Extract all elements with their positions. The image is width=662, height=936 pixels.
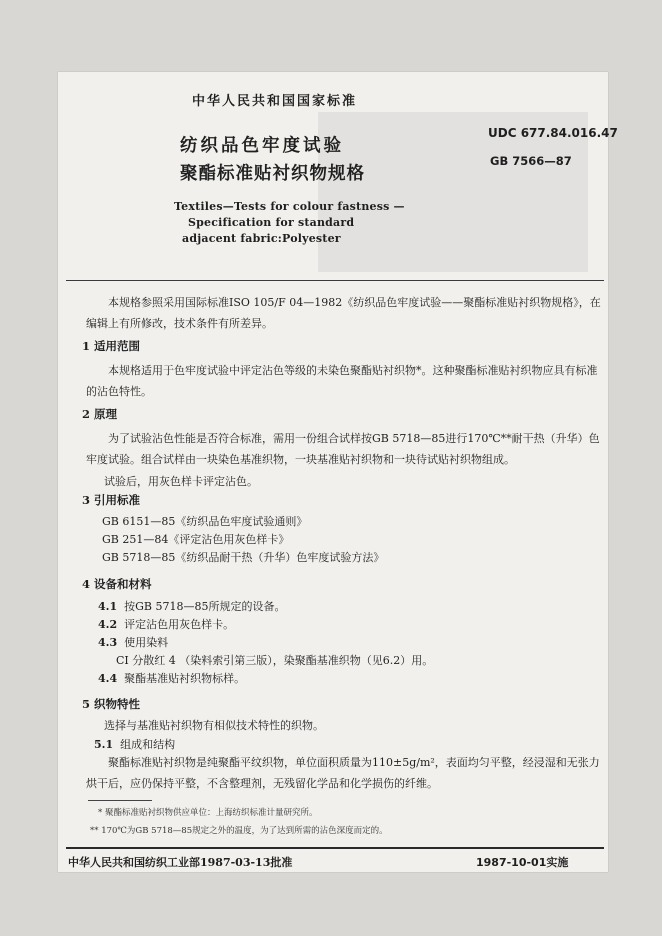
item-4-4-text: 聚酯基准贴衬织物标样。 [124, 672, 246, 685]
item-4-3-dye: CI 分散红 4 （染料索引第三版），染聚酯基准织物（见6.2）用。 [116, 654, 434, 667]
footer-divider [66, 847, 604, 849]
footnote-1: * 聚酯标准贴衬织物供应单位：上海纺织标准计量研究所。 [98, 808, 318, 818]
english-title-line-1: Textiles—Tests for colour fastness — [174, 200, 405, 213]
section-2-heading: 2 原理 [82, 407, 118, 421]
item-4-2-number: 4.2 [98, 618, 118, 631]
gb-number: GB 7566—87 [490, 154, 572, 168]
english-title-line-2: Specification for standard [188, 216, 355, 229]
reference-2: GB 251—84《评定沾色用灰色样卡》 [102, 533, 290, 546]
intro-paragraph: 本规格参照采用国际标准ISO 105/F 04—1982《纺织品色牢度试验——聚酯标准贴衬织物规格》，在编辑上有所修改，技术条件有所差异。 [86, 296, 601, 330]
item-5-1-number: 5.1 [94, 738, 114, 751]
section-1-text: 本规格适用于色牢度试验中评定沾色等级的未染色聚酯贴衬织物*。这种聚酯标准贴衬织物应具有标准的沾色特性。 [86, 364, 598, 398]
item-4-1-number: 4.1 [98, 600, 118, 613]
section-5-heading: 5 织物特性 [82, 697, 141, 711]
udc-code: UDC 677.84.016.47 [488, 126, 618, 140]
footnote-divider [88, 800, 152, 801]
item-4-3 [98, 634, 168, 650]
item-4-3-number: 4.3 [98, 636, 118, 649]
section-4-heading: 4 设备和材料 [82, 577, 152, 591]
item-4-2 [98, 616, 234, 632]
item-4-3-text: 使用染料 [124, 636, 169, 649]
title-line-2: 聚酯标准贴衬织物规格 [180, 164, 365, 184]
item-4-1 [98, 598, 286, 614]
reference-1: GB 6151—85《纺织品色牢度试验通则》 [102, 515, 308, 528]
document-page [58, 72, 618, 872]
english-title-line-3: adjacent fabric:Polyester [182, 232, 341, 245]
implementation-date: 1987-10-01实施 [476, 856, 569, 869]
item-4-1-text: 按GB 5718—85所规定的设备。 [124, 600, 286, 613]
section-1-heading: 1 适用范围 [82, 339, 141, 353]
item-4-4-number: 4.4 [98, 672, 118, 685]
approval-line: 中华人民共和国纺织工业部1987-03-13批准 [68, 856, 293, 869]
section-3-heading: 3 引用标准 [82, 493, 141, 507]
item-5-1 [94, 736, 175, 752]
reference-3: GB 5718—85《纺织品耐干热（升华）色牢度试验方法》 [102, 551, 385, 564]
footnote-2: ** 170℃为GB 5718—85规定之外的温度，为了达到所需的沾色深度而定的。 [90, 826, 388, 836]
section-5-text: 选择与基准贴衬织物有相似技术特性的织物。 [104, 719, 324, 732]
standard-header: 中华人民共和国国家标准 [192, 94, 358, 109]
section-2-text: 为了试验沾色性能是否符合标准，需用一份组合试样按GB 5718—85进行170℃**耐干热（升华）色牢度试验。组合试样由一块染色基准织物，一块基准贴衬织物和一块待试贴衬织物组成。 [86, 432, 600, 466]
item-5-1-text: 聚酯标准贴衬织物是纯聚酯平纹织物，单位面积质量为110±5g/m²，表面均匀平整，经浸湿和无张力烘干后，应仍保持平整，不含整理剂，无残留化学品和化学损伤的纤维。 [86, 756, 600, 790]
item-5-1-title: 组成和结构 [120, 738, 176, 751]
title-divider [66, 280, 604, 281]
item-4-4 [98, 670, 245, 686]
section-2-text-2: 试验后，用灰色样卡评定沾色。 [104, 475, 258, 488]
item-4-2-text: 评定沾色用灰色样卡。 [124, 618, 235, 631]
title-line-1: 纺织品色牢度试验 [180, 136, 344, 156]
